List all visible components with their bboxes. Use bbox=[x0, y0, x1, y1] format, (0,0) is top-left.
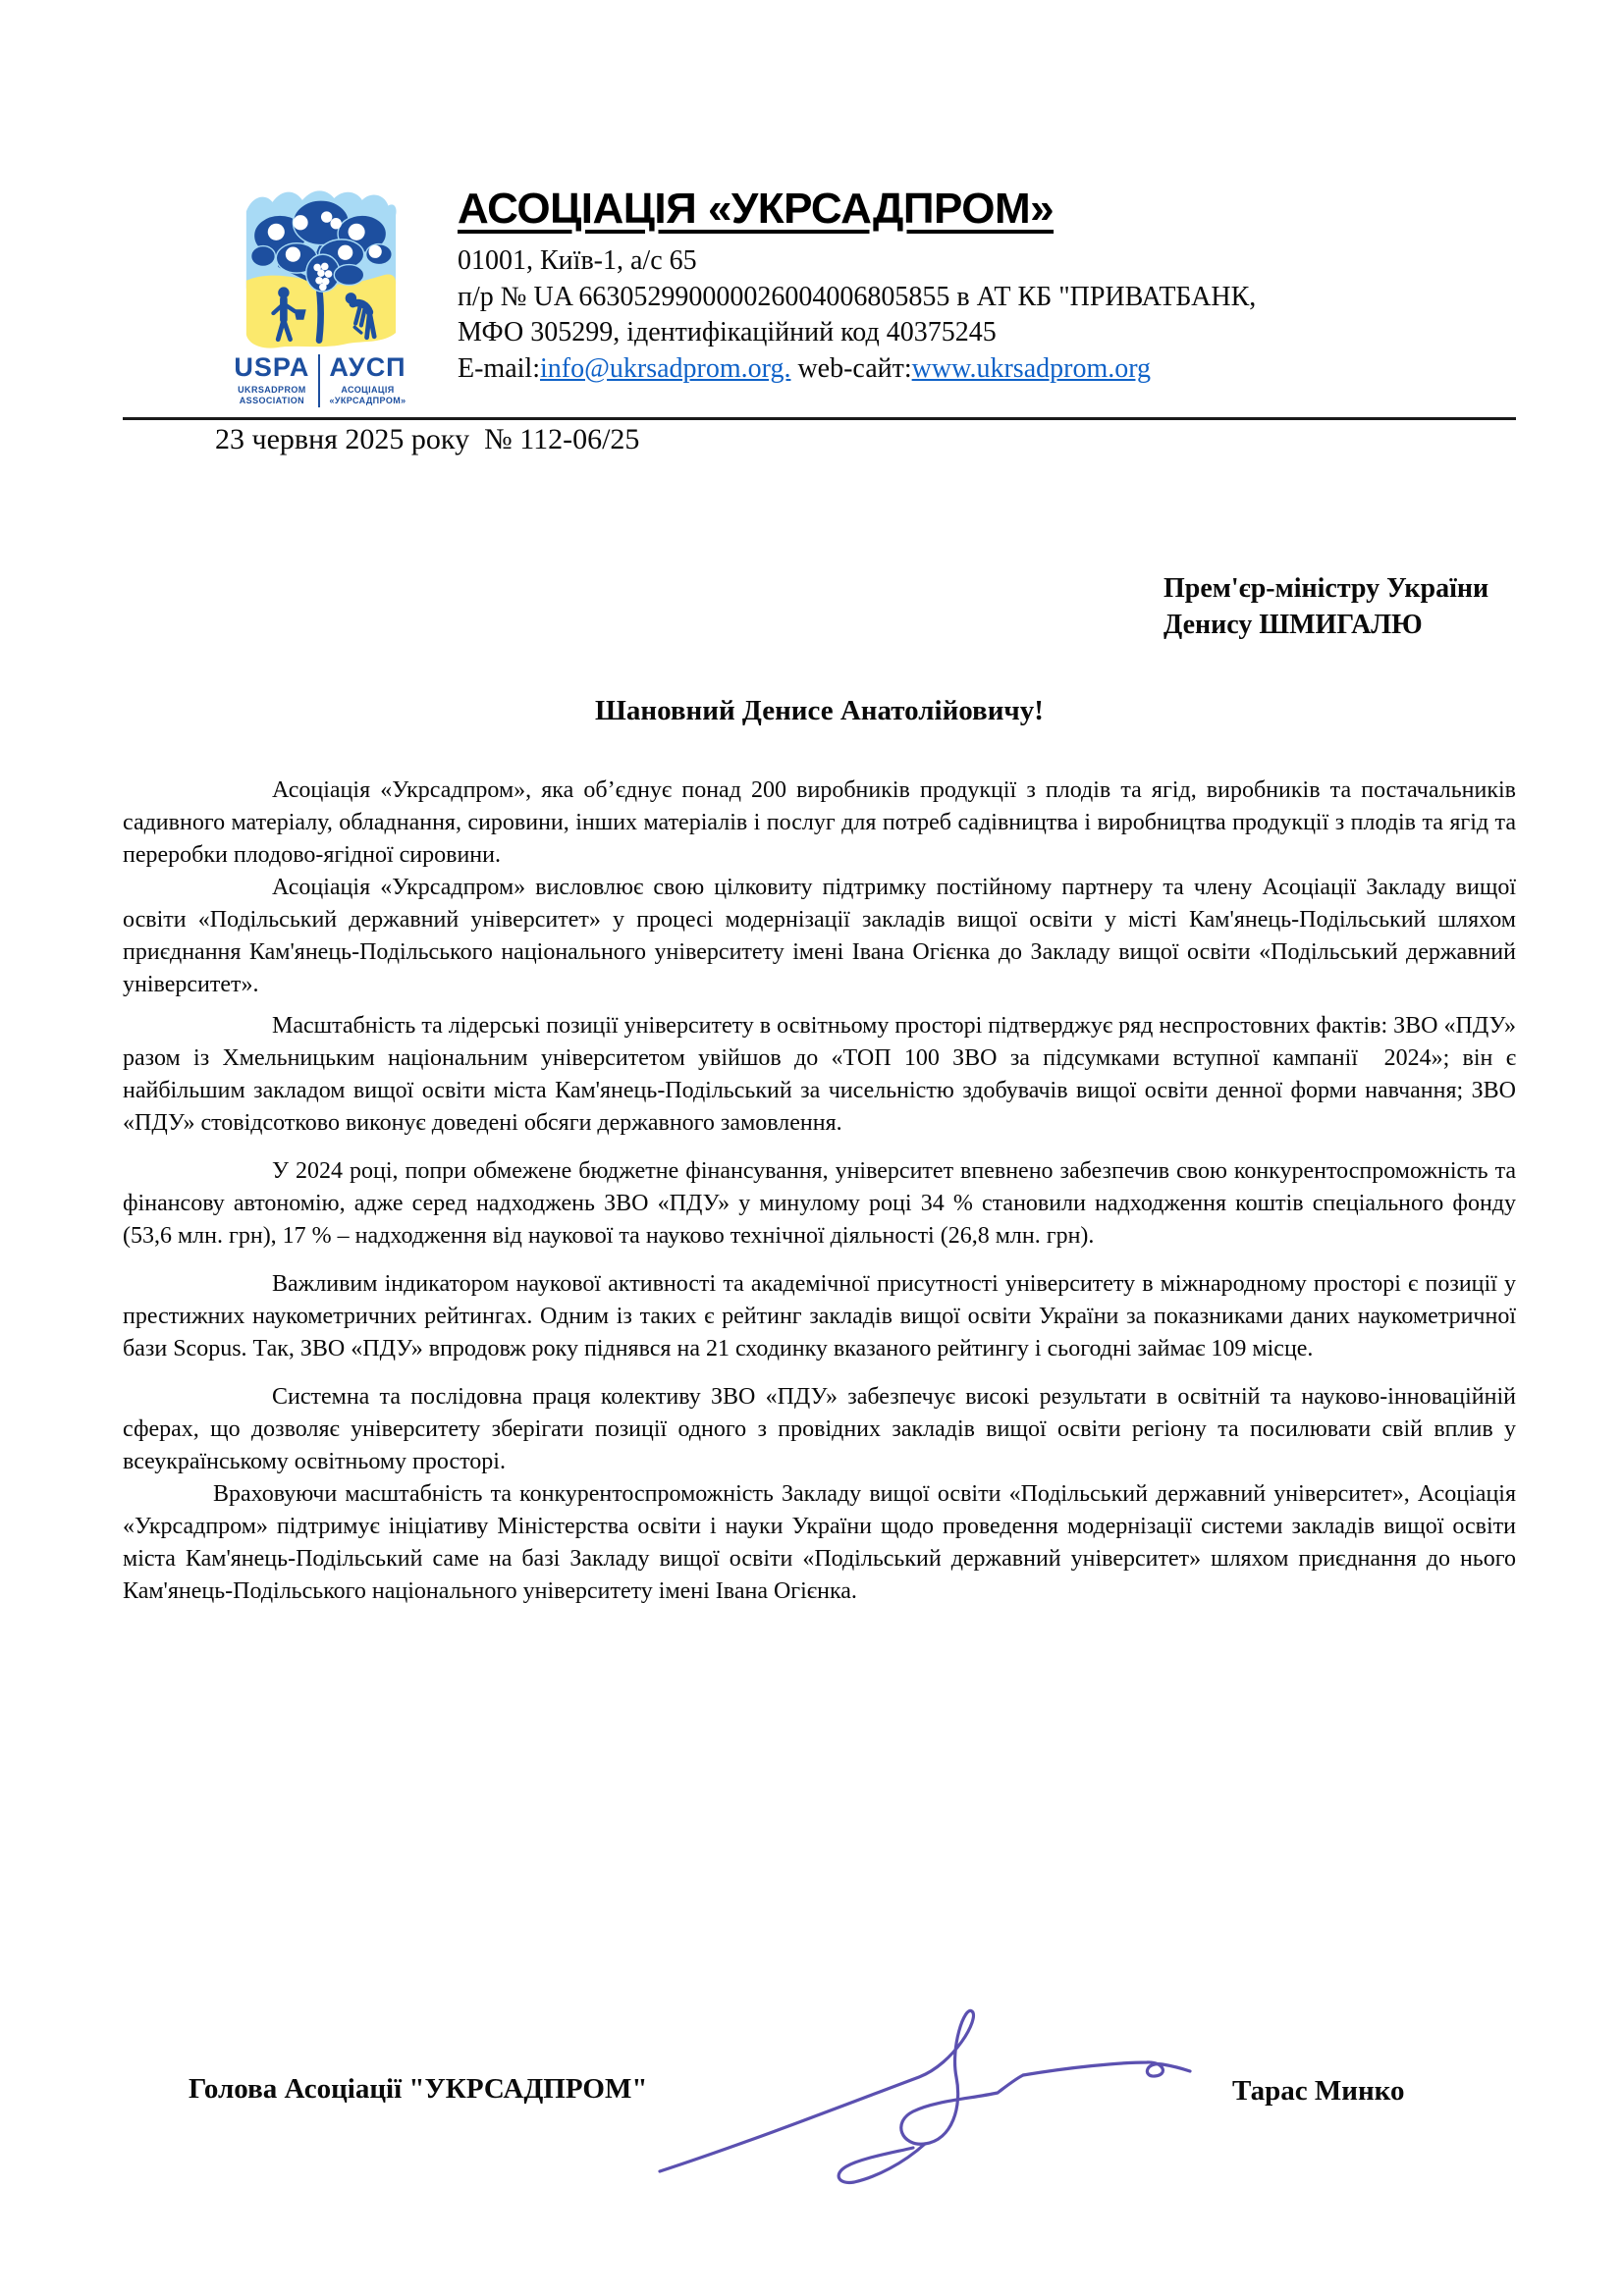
paragraph-6: Системна та послідовна праця колективу ЗВО «ПДУ» забезпечує високі результати в освітній та науково-інноваційній сферах, що дозволяє університету зберігати позиції одного з провідних закладів вищої освіти регіону та посилювати свій вплив у всеукраїнському освітньому просторі. bbox=[123, 1384, 1516, 1474]
paragraph-3: Масштабність та лідерські позиції університету в освітньому просторі підтверджує ряд неспростовних фактів: ЗВО «ПДУ» разом із Хмельницьким національним університетом увійшов до «ТОП 100 ЗВО за підсумками вступної кампанії 2024»; він є найбільшим закладом вищої освіти міста Кам'янець-Подільський за чисельністю здобувачів вищої освіти денної форми навчання; ЗВО «ПДУ» стовідсотково виконує доведені обсяги державного замовлення. bbox=[123, 1013, 1516, 1136]
letter-body bbox=[123, 774, 1516, 1608]
logo-text-ausp: АУСП bbox=[329, 352, 406, 382]
org-title: АСОЦІАЦІЯ «УКРСАДПРОМ» bbox=[458, 185, 1055, 233]
logo-text-uspa: USPA bbox=[234, 352, 310, 382]
signatory-position: Голова Асоціації "УКРСАДПРОМ" bbox=[189, 2073, 648, 2105]
email-link[interactable]: info@ukrsadprom.org. bbox=[539, 352, 791, 384]
logo-subtext-ua-2: «УКРСАДПРОМ» bbox=[329, 396, 406, 406]
recipient-block bbox=[1163, 570, 1488, 643]
logo-subtext-en-1: UKRSADPROM bbox=[238, 385, 306, 395]
website-link[interactable]: www.ukrsadprom.org bbox=[911, 352, 1152, 384]
letterhead bbox=[458, 185, 1256, 387]
date-ref-line: 23 червня 2025 року № 112-06/25 bbox=[215, 423, 640, 455]
org-mfo-code: МФО 305299, ідентифікаційний код 40375245 bbox=[458, 317, 997, 347]
salutation: Шановний Денисе Анатолійовичу! bbox=[595, 695, 1044, 726]
paragraph-4: У 2024 році, попри обмежене бюджетне фінансування, університет впевнено забезпечив свою конкурентоспроможність та фінансову автономію, адже серед надходжень ЗВО «ПДУ» у минулому році 34 % становили надходження коштів спеціального фонду (53,6 млн. грн), 17 % – надходження від наукової та науково технічної діяльності (26,8 млн. грн). bbox=[123, 1158, 1516, 1249]
logo-divider bbox=[318, 354, 320, 407]
website-label: web-сайт: bbox=[790, 352, 912, 384]
paragraph-1: Асоціація «Укрсадпром», яка об’єднує понад 200 виробників продукції з плодів та ягід, виробників та постачальників садивного матеріалу, обладнання, сировини, інших матеріалів і послуг для потреб садівництва і виробництва продукції з плодів та ягід та переробки плодово-ягідної сировини. bbox=[123, 777, 1516, 868]
org-contacts bbox=[458, 351, 1256, 388]
signatory-name: Тарас Минко bbox=[1232, 2075, 1405, 2107]
org-bank-account: п/р № UA 663052990000026004006805855 в АТ КБ "ПРИВАТБАНК, bbox=[458, 281, 1257, 312]
paragraph-7: Враховуючи масштабність та конкурентоспроможність Закладу вищої освіти «Подільський державний університет», Асоціація «Укрсадпром» підтримує ініціативу Міністерства освіти і науки України щодо проведення модернізації системи закладів вищої освіти міста Кам'янець-Подільський саме на базі Закладу вищої освіти «Подільський державний університет» шляхом приєднання до нього Кам'янець-Подільського національного університету імені Івана Огієнка. bbox=[123, 1481, 1516, 1604]
paragraph-2: Асоціація «Укрсадпром» висловлює свою цілковиту підтримку постійному партнеру та члену Асоціації Закладу вищої освіти «Подільський державний університет» у процесі модернізації закладів вищої освіти у місті Кам'янець-Подільський шляхом приєднання Кам'янець-Подільського національного університету імені Івана Огієнка до Закладу вищої освіти «Подільський державний університет». bbox=[123, 875, 1516, 997]
recipient-name: Денису ШМИГАЛЮ bbox=[1163, 610, 1423, 640]
header-divider bbox=[123, 417, 1516, 420]
org-logo bbox=[233, 180, 407, 407]
paragraph-5: Важливим індикатором наукової активності та академічної присутності університету в міжнародному просторі є позиції у престижних наукометричних рейтингах. Одним із таких є рейтинг закладів вищої освіти України за показниками даних наукометричної бази Scopus. Так, ЗВО «ПДУ» впродовж року піднявся на 21 сходинку вказаного рейтингу і сьогодні займає 109 місце. bbox=[123, 1271, 1516, 1362]
logo-caption bbox=[233, 354, 407, 407]
logo-subtext-ua-1: АСОЦІАЦІЯ bbox=[341, 385, 395, 395]
handwritten-signature bbox=[609, 1991, 1237, 2226]
logo-subtext-en-2: ASSOCIATION bbox=[239, 396, 305, 406]
org-address: 01001, Київ-1, а/с 65 bbox=[458, 245, 697, 276]
recipient-title: Прем'єр-міністру України bbox=[1163, 573, 1489, 604]
email-label: E-mail: bbox=[458, 352, 540, 384]
org-logo-icon bbox=[233, 180, 407, 352]
